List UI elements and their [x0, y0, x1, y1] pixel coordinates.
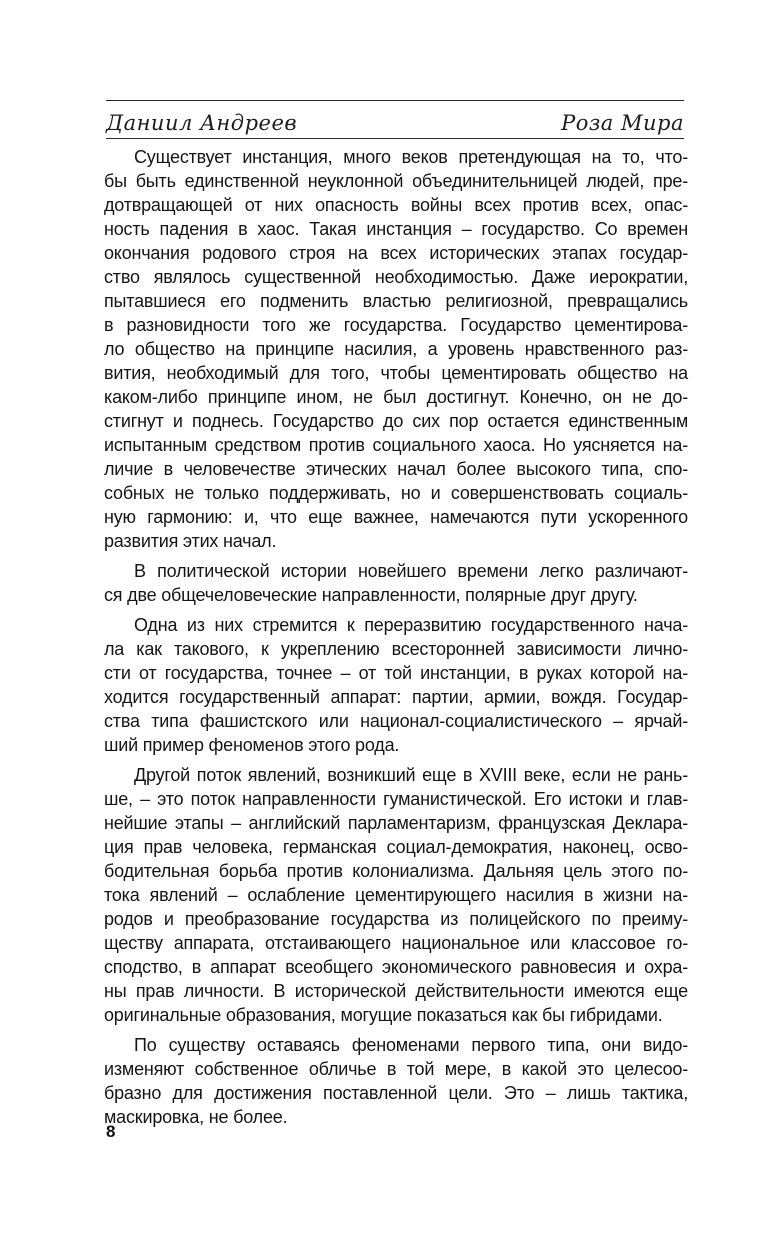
- text-line: дотвращающей от них опасность войны всех против всех, опас-: [104, 195, 688, 215]
- text-line: в разновидности того же государства. Государство цементирова-: [104, 315, 688, 335]
- header-author: Даниил Андреев: [106, 111, 298, 135]
- text-line: ло общество на принципе насилия, а уровень нравственного раз-: [104, 339, 688, 359]
- text-line: По существу оставаясь феноменами первого типа, они видо-: [134, 1035, 688, 1055]
- text-line: стигнут и поднесь. Государство до сих пор остается единственным: [104, 411, 688, 431]
- text-line: бодительная борьба против колониализма. Дальняя цель этого по-: [104, 861, 688, 881]
- text-line: личие в человечестве этических начал более высокого типа, спо-: [104, 459, 688, 479]
- page-text: [104, 145, 688, 1129]
- text-line: каком-либо принципе ином, не был достигнут. Конечно, он не до-: [104, 387, 688, 407]
- text-line: испытанным средством против социального хаоса. Но уясняется на-: [104, 435, 688, 455]
- text-line: ство являлось существенной необходимостью. Даже иерократии,: [104, 267, 688, 287]
- text-line: ходится государственный аппарат: партии, армии, вождя. Государ-: [104, 687, 688, 707]
- text-line: нейшие этапы – английский парламентаризм, французская Деклара-: [104, 813, 688, 833]
- text-line: сти от государства, точнее – от той инстанции, в руках которой на-: [104, 663, 688, 683]
- text-line: ший пример феноменов этого рода.: [104, 735, 400, 755]
- text-line: ства типа фашистского или национал-социалистического – ярчай-: [104, 711, 688, 731]
- header-title: Роза Мира: [561, 111, 684, 135]
- text-line: родов и преобразование государства из полицейского по преиму-: [104, 909, 688, 929]
- text-line: изменяют собственное обличье в той мере, в какой это целесоо-: [104, 1059, 688, 1079]
- text-line: маскировка, не более.: [104, 1107, 288, 1127]
- paragraph: [104, 145, 688, 553]
- text-line: ция прав человека, германская социал-демократия, наконец, осво-: [104, 837, 688, 857]
- text-line: ся две общечеловеческие направленности, полярные друг другу.: [104, 585, 638, 605]
- text-line: ную гармонию: и, что еще важнее, намечаются пути ускоренного: [104, 507, 688, 527]
- text-line: развития этих начал.: [104, 531, 277, 551]
- text-line: собных не только поддерживать, но и совершенствовать социаль-: [104, 483, 688, 503]
- text-line: тока явлений – ослабление цементирующего насилия в жизни на-: [104, 885, 688, 905]
- running-header: [106, 100, 684, 139]
- paragraph: [104, 559, 688, 607]
- text-line: ны прав личности. В исторической действительности имеются еще: [104, 981, 688, 1001]
- text-line: оригинальные образования, могущие показаться как бы гибридами.: [104, 1005, 663, 1025]
- text-line: сподство, в аппарат всеобщего экономического равновесия и охра-: [104, 957, 688, 977]
- text-line: Другой поток явлений, возникший еще в XVIII веке, если не рань-: [134, 765, 688, 785]
- text-line: окончания родового строя на всех исторических этапах государ-: [104, 243, 688, 263]
- paragraph: [104, 613, 688, 757]
- text-line: Существует инстанция, много веков претендующая на то, что-: [134, 147, 688, 167]
- text-line: В политической истории новейшего времени легко различают-: [134, 561, 688, 581]
- page-number: 8: [106, 1122, 116, 1141]
- paragraph: [104, 1033, 688, 1129]
- text-line: пытавшиеся его подменить властью религиозной, превращались: [104, 291, 688, 311]
- text-line: бы быть единственной неуклонной объединительницей людей, пре-: [104, 171, 688, 191]
- text-line: ла как такового, к укреплению всесторонней зависимости лично-: [104, 639, 688, 659]
- text-line: ше, – это поток направленности гуманистической. Его истоки и глав-: [104, 789, 688, 809]
- text-line: Одна из них стремится к переразвитию государственного нача-: [134, 615, 688, 635]
- text-line: бразно для достижения поставленной цели. Это – лишь тактика,: [104, 1083, 688, 1103]
- paragraph: [104, 763, 688, 1027]
- text-line: вития, необходимый для того, чтобы цементировать общество на: [104, 363, 688, 383]
- text-line: ность падения в хаос. Такая инстанция – государство. Со времен: [104, 219, 688, 239]
- text-line: ществу аппарата, отстаивающего национальное или классовое го-: [104, 933, 688, 953]
